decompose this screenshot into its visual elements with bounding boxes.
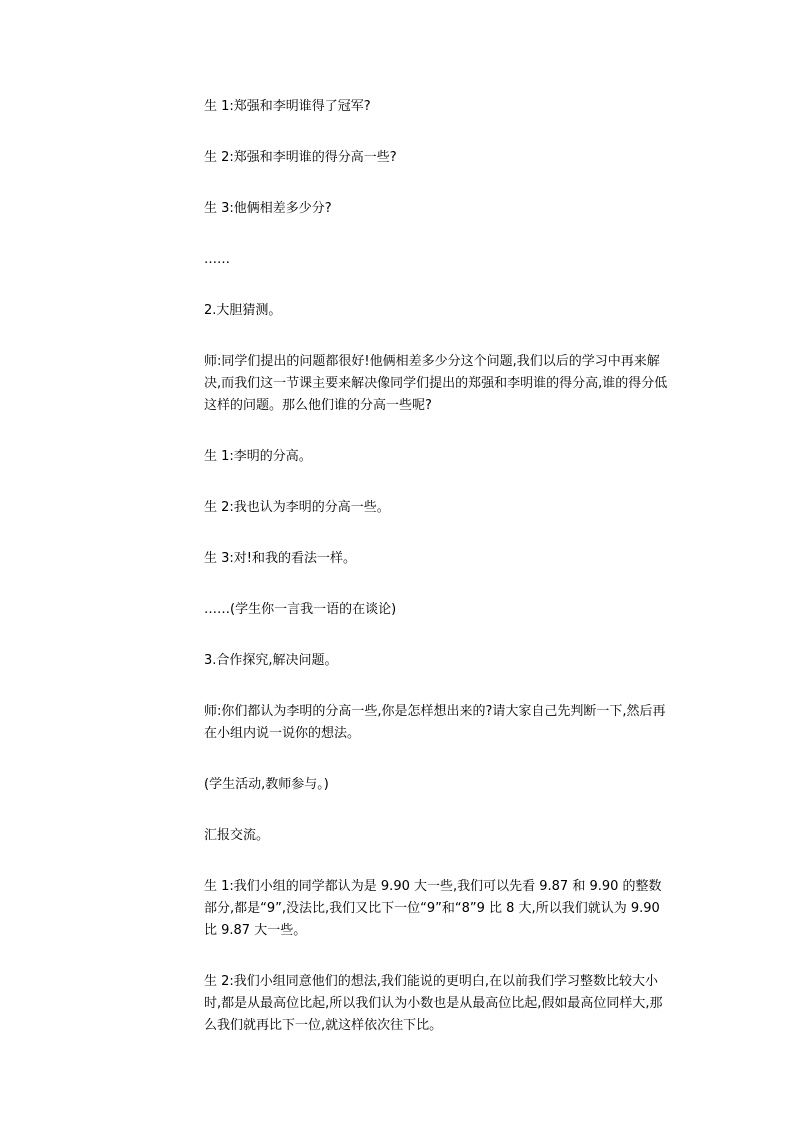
paragraph-activity-note: (学生活动,教师参与。) [204, 777, 329, 792]
paragraph-student1-question: 生 1:郑强和李明谁得了冠军? [204, 99, 371, 114]
paragraph-ellipsis: …… [204, 252, 230, 267]
paragraph-student1-report: 生 1:我们小组的同学都认为是 9.90 大一些,我们可以先看 9.87 和 9.90 的整数部分,都是“9”,没法比,我们又比下一位“9”和“8”9 比 8 大,所以我们就认为 9.90 比 9.87 大一些。 [204, 879, 662, 938]
paragraph-student1-answer: 生 1:李明的分高。 [204, 449, 312, 464]
paragraph-student2-question: 生 2:郑强和李明谁的得分高一些? [204, 150, 397, 165]
paragraph-discussion-note: ……(学生你一言我一语的在谈论) [204, 602, 397, 617]
paragraph-student3-answer: 生 3:对!和我的看法一样。 [204, 551, 356, 566]
paragraph-teacher-prompt: 师:你们都认为李明的分高一些,你是怎样想出来的?请大家自己先判断一下,然后再在小组内说一说你的想法。 [204, 704, 666, 741]
paragraph-student2-answer: 生 2:我也认为李明的分高一些。 [204, 500, 390, 515]
paragraph-teacher-intro: 师:同学们提出的问题都很好!他俩相差多少分这个问题,我们以后的学习中再来解决,而我们这一节课主要来解决像同学们提出的郑强和李明谁的得分高,谁的得分低这样的问题。那么他们谁的分高一些呢? [204, 354, 668, 413]
section-heading-guess: 2.大胆猜测。 [204, 303, 282, 318]
document-body [204, 96, 674, 1066]
paragraph-report-heading: 汇报交流。 [204, 828, 270, 843]
section-heading-explore: 3.合作探究,解决问题。 [204, 653, 338, 668]
paragraph-student2-report: 生 2:我们小组同意他们的想法,我们能说的更明白,在以前我们学习整数比较大小时,都是从最高位比起,所以我们认为小数也是从最高位比起,假如最高位同样大,那么我们就再比下一位,就这样依次往下比。 [204, 974, 663, 1033]
paragraph-student3-question: 生 3:他俩相差多少分? [204, 201, 332, 216]
